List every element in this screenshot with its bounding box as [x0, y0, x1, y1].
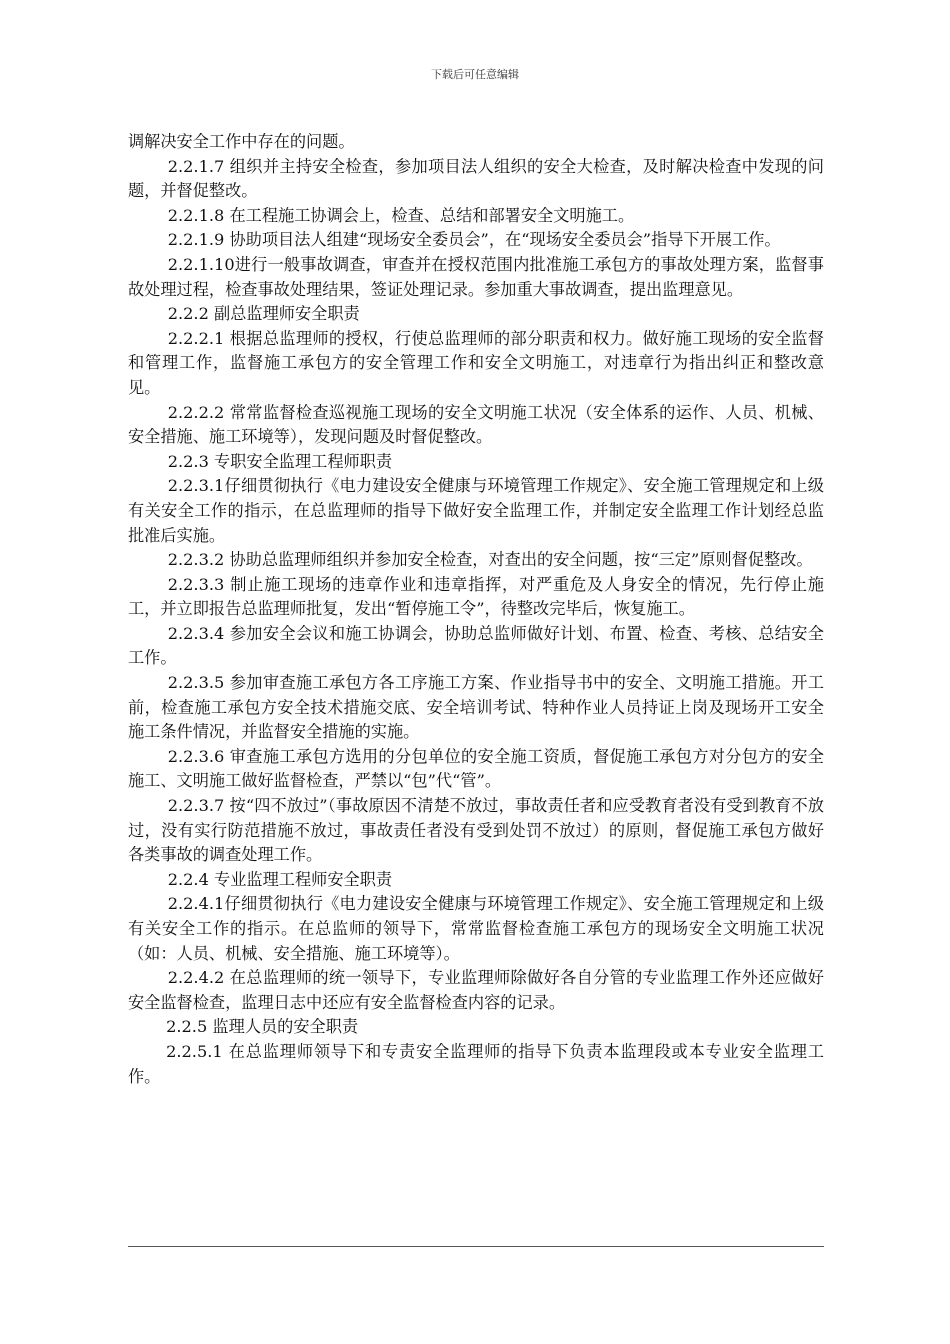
paragraph-2-2-1-10: 2.2.1.10进行一般事故调查，审查并在授权范围内批准施工承包方的事故处理方案，监督事故处理过程，检查事故处理结果，签证处理记录。参加重大事故调查，提出监理意见。 [128, 254, 824, 299]
paragraph-2-2-2-1: 2.2.2.1 根据总监理师的授权，行使总监理师的部分职责和权力。做好施工现场的安全监督和管理工作，监督施工承包方的安全管理工作和安全文明施工，对违章行为指出纠正和整改意见。 [128, 328, 824, 397]
footer-divider [128, 1246, 824, 1247]
paragraph-2-2-3-6: 2.2.3.6 审查施工承包方选用的分包单位的安全施工资质，督促施工承包方对分包方的安全施工、文明施工做好监督检查，严禁以“包”代“管”。 [128, 746, 824, 791]
paragraph-2-2-3-7: 2.2.3.7 按“四不放过”（事故原因不清楚不放过，事故责任者和应受教育者没有受到教育不放过，没有实行防范措施不放过，事故责任者没有受到处罚不放过）的原则，督促施工承包方做好各类事故的调查处理工作。 [128, 796, 824, 865]
paragraph-2-2-5-1: 2.2.5.1 在总监理师领导下和专责安全监理师的指导下负责本监理段或本专业安全监理工作。 [128, 1041, 824, 1086]
paragraph-2-2-1-8: 2.2.1.8 在工程施工协调会上，检查、总结和部署安全文明施工。 [167, 205, 635, 225]
paragraph-2-2-1-7: 2.2.1.7 组织并主持安全检查，参加项目法人组织的安全大检查，及时解决检查中发现的问题，并督促整改。 [128, 156, 824, 201]
paragraph-2-2-4-1: 2.2.4.1仔细贯彻执行《电力建设安全健康与环境管理工作规定》、安全施工管理规定和上级有关安全工作的指示。在总监师的领导下，常常监督检查施工承包方的现场安全文明施工状况（如：人员、机械、安全措施、施工环境等）。 [128, 894, 824, 963]
paragraph-2-2-3-3: 2.2.3.3 制止施工现场的违章作业和违章指挥，对严重危及人身安全的情况，先行停止施工，并立即报告总监理师批复，发出“暂停施工令”，待整改完毕后，恢复施工。 [128, 574, 824, 619]
section-heading-2-2-4: 2.2.4 专业监理工程师安全职责 [167, 869, 393, 889]
document-body [128, 130, 824, 1089]
paragraph-continuation: 调解决安全工作中存在的问题。 [128, 132, 355, 151]
paragraph-2-2-2-2: 2.2.2.2 常常监督检查巡视施工现场的安全文明施工状况（安全体系的运作、人员、机械、安全措施、施工环境等），发现问题及时督促整改。 [128, 402, 824, 447]
paragraph-2-2-3-4: 2.2.3.4 参加安全会议和施工协调会，协助总监师做好计划、布置、检查、考核、总结安全工作。 [128, 623, 824, 668]
section-heading-2-2-2: 2.2.2 副总监理师安全职责 [167, 304, 360, 324]
section-heading-2-2-5: 2.2.5 监理人员的安全职责 [166, 1017, 359, 1037]
page-header-note: 下载后可任意编辑 [431, 68, 519, 81]
paragraph-2-2-3-5: 2.2.3.5 参加审查施工承包方各工序施工方案、作业指导书中的安全、文明施工措施。开工前，检查施工承包方安全技术措施交底、安全培训考试、特种作业人员持证上岗及现场开工安全施工条件情况，并监督安全措施的实施。 [128, 673, 824, 742]
paragraph-2-2-3-2: 2.2.3.2 协助总监理师组织并参加安全检查，对查出的安全问题，按“三定”原则督促整改。 [167, 550, 813, 570]
section-heading-2-2-3: 2.2.3 专职安全监理工程师职责 [167, 451, 393, 471]
paragraph-2-2-1-9: 2.2.1.9 协助项目法人组建“现场安全委员会”，在“现场安全委员会”指导下开展工作。 [167, 230, 781, 250]
paragraph-2-2-3-1: 2.2.3.1仔细贯彻执行《电力建设安全健康与环境管理工作规定》、安全施工管理规定和上级有关安全工作的指示，在总监理师的指导下做好安全监理工作，并制定安全监理工作计划经总监批准后实施。 [128, 476, 824, 545]
paragraph-2-2-4-2: 2.2.4.2 在总监理师的统一领导下，专业监理师除做好各自分管的专业监理工作外还应做好安全监督检查，监理日志中还应有安全监督检查内容的记录。 [128, 968, 824, 1012]
